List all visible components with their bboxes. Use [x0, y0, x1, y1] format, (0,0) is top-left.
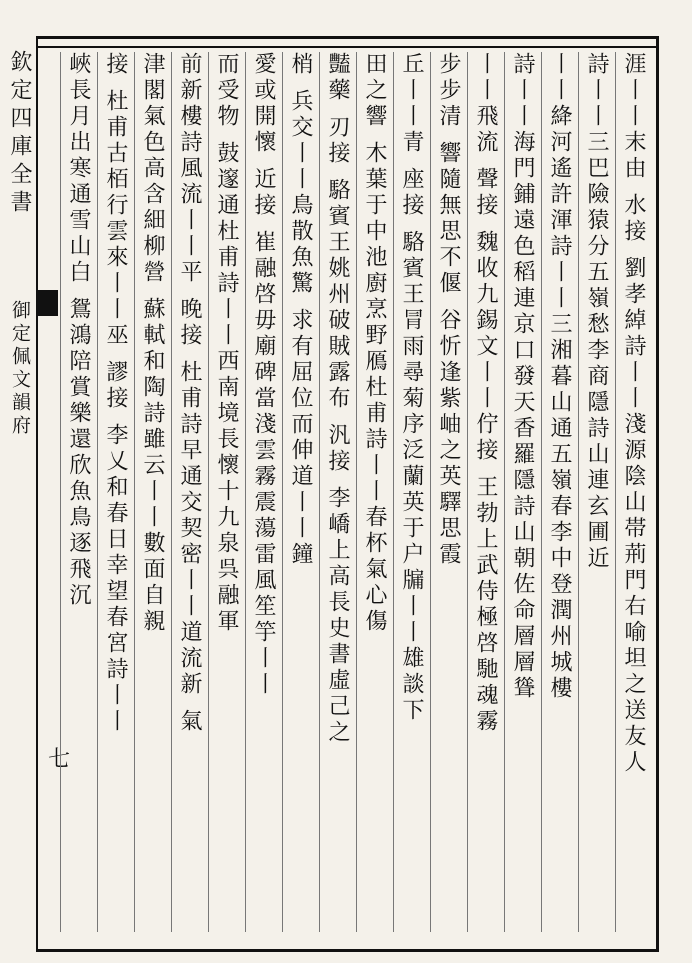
- top-rule: [36, 36, 656, 48]
- text-column: 接 杜甫古栢行雲來丨丨巫 謬接 李乂和春日幸望春宮詩丨丨: [97, 52, 134, 932]
- text-column: 丨丨飛流 聲接 魏收九錫文丨丨佇接 王勃上武侍極啓馳魂霧: [467, 52, 504, 932]
- text-column: 丨丨絳河遙許渾詩丨丨三湘暮山通五嶺春李中登潤州城樓: [541, 52, 578, 932]
- text-column: 詩丨丨海門鋪遠色稻連京口發天香羅隱詩山朝佐命層層聳: [504, 52, 541, 932]
- page-number: 七: [48, 747, 71, 772]
- section-title: 御定佩文韻府: [9, 300, 31, 438]
- margin-rule: [36, 36, 38, 949]
- text-column: 而受物 鼓邃通杜甫詩丨丨西南境長懷十九泉呉融軍: [208, 52, 245, 932]
- text-column: 詩丨丨三巴險猿分五嶺愁李商隱詩山連玄圃近: [578, 52, 615, 932]
- text-column: 涯丨丨末由 水接 劉孝綽詩丨丨淺源陰山帯荊門右喻坦之送友人: [615, 52, 652, 932]
- fishtail-mark: [36, 290, 58, 316]
- text-column: 津閣氣色高含細柳營 蘇軾和陶詩雖云丨丨數面自親: [134, 52, 171, 932]
- text-column: 丘丨丨青 座接 駱賓王冐雨尋菊序泛蘭英于户牖丨丨雄談下: [393, 52, 430, 932]
- text-column: 田之響 木葉于中池廚烹野鴈杜甫詩丨丨春杯氣心傷: [356, 52, 393, 932]
- text-column: 步步清 響隨無思不偃 谷忻逢紫岫之英驛思霞: [430, 52, 467, 932]
- text-column: 梢 兵交丨丨鳥散魚驚 求有屈位而伸道丨丨鐘: [282, 52, 319, 932]
- text-column: 愛或開懷 近接 崔融啓毋廟碑當淺雲霧震蕩雷風笙竽丨丨: [245, 52, 282, 932]
- book-title: 欽定四庫全書: [7, 50, 32, 218]
- text-column: 豔藥 刃接 駱賓王姚州破賊露布 汎接 李嶠上高長史書虛己之: [319, 52, 356, 932]
- text-body: [60, 52, 652, 942]
- text-column: 峽長月出寒通雪山白 鴛鴻陪賞樂還欣魚鳥逐飛沉: [60, 52, 97, 932]
- text-column: 前新樓詩風流丨丨平 晚接 杜甫詩早通交契密丨丨道流新 氣: [171, 52, 208, 932]
